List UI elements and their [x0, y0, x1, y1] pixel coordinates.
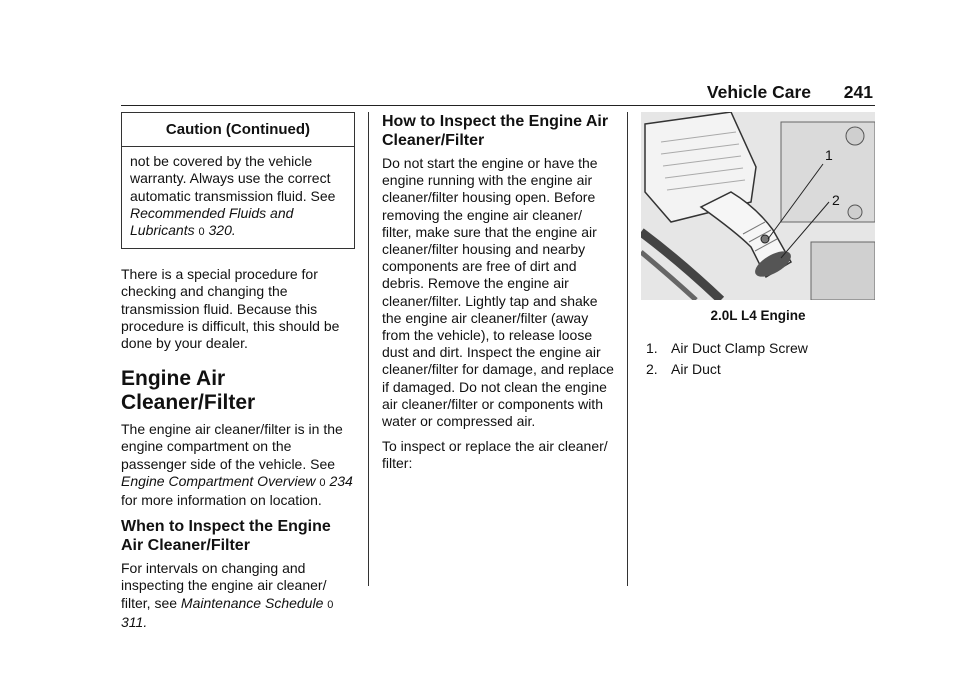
page-ref-icon: 0 [198, 226, 205, 239]
list-text: Air Duct [671, 361, 721, 378]
maintenance-schedule-page[interactable]: 311 [121, 613, 144, 630]
header-rule [121, 105, 875, 107]
engine-drawing [641, 112, 875, 300]
page-header [121, 80, 875, 106]
engine-illustration [641, 112, 875, 300]
figure-caption: 2.0L L4 Engine [710, 308, 806, 323]
caution-title: Caution (Continued) [122, 113, 354, 147]
inspect-paragraph: Do not start the engine or have the engine running with the engine air cleaner/filter housing open. Before removing the engine air cleaner/ filter, make sure that the engine air cleaner/filter housing and nearby components are free of dirt and debris. Remove the engine air cleaner/filter. Lightly tap and shake the engine air cleaner/filter (away from the vehicle), to release loose dust and dirt. Inspect the engine air cleaner/filter for damage, and replace if damaged. Do not clean the engine air cleaner/filter or components with water or compressed air. [382, 155, 614, 430]
page-ref-icon: 0 [327, 598, 334, 611]
caution-ref-end: . [231, 222, 236, 239]
air-cleaner-paragraph [121, 421, 356, 509]
how-to-inspect-heading: How to Inspect the Engine Air Cleaner/Filter [382, 113, 609, 149]
caution-ref-page[interactable]: 320 [208, 222, 232, 239]
callout-1-label: 1 [825, 147, 833, 163]
engine-compartment-link[interactable]: Engine Compartment Overview [121, 472, 316, 489]
callout-2-label: 2 [832, 192, 840, 208]
list-item [641, 340, 875, 357]
caution-body [122, 147, 354, 248]
maintenance-schedule-link[interactable]: Maintenance Schedule [180, 594, 324, 611]
intervals-paragraph [121, 560, 356, 631]
section-title: Vehicle Care [706, 82, 811, 102]
list-number: 1. [646, 340, 658, 357]
column-middle [382, 112, 614, 473]
transmission-paragraph: There is a special procedure for checking and changing the transmission fluid. Because this procedure is difficult, this should be done by your dealer. [121, 266, 340, 352]
caution-text: not be covered by the vehicle warranty. Always use the correct automatic transmission fluid. See [130, 153, 336, 204]
list-number: 2. [646, 361, 658, 378]
section-heading: Engine Air Cleaner/Filter [121, 367, 256, 415]
caution-box [121, 112, 355, 249]
column-left [121, 112, 356, 631]
page-ref-icon: 0 [319, 476, 326, 489]
air-cleaner-text-end: for more information on location. [121, 492, 322, 509]
maintenance-schedule-end: . [143, 613, 148, 630]
column-divider [627, 112, 628, 586]
column-divider [368, 112, 369, 586]
list-text: Air Duct Clamp Screw [671, 340, 808, 357]
when-to-inspect-heading: When to Inspect the Engine Air Cleaner/Filter [121, 518, 331, 555]
list-item [641, 361, 875, 378]
intervals-text: For intervals on changing and inspecting the engine air cleaner/ filter, see [121, 560, 327, 611]
replace-paragraph: To inspect or replace the air cleaner/ filter: [382, 438, 608, 472]
page-number: 241 [843, 82, 873, 102]
caution-ref-link[interactable]: Recommended Fluids and Lubricants [130, 204, 294, 239]
air-cleaner-text: The engine air cleaner/filter is in the engine compartment on the passenger side of the vehicle. See [121, 421, 343, 472]
engine-compartment-page[interactable]: 234 [329, 472, 353, 489]
callout-list [641, 340, 875, 378]
column-right [641, 112, 875, 383]
